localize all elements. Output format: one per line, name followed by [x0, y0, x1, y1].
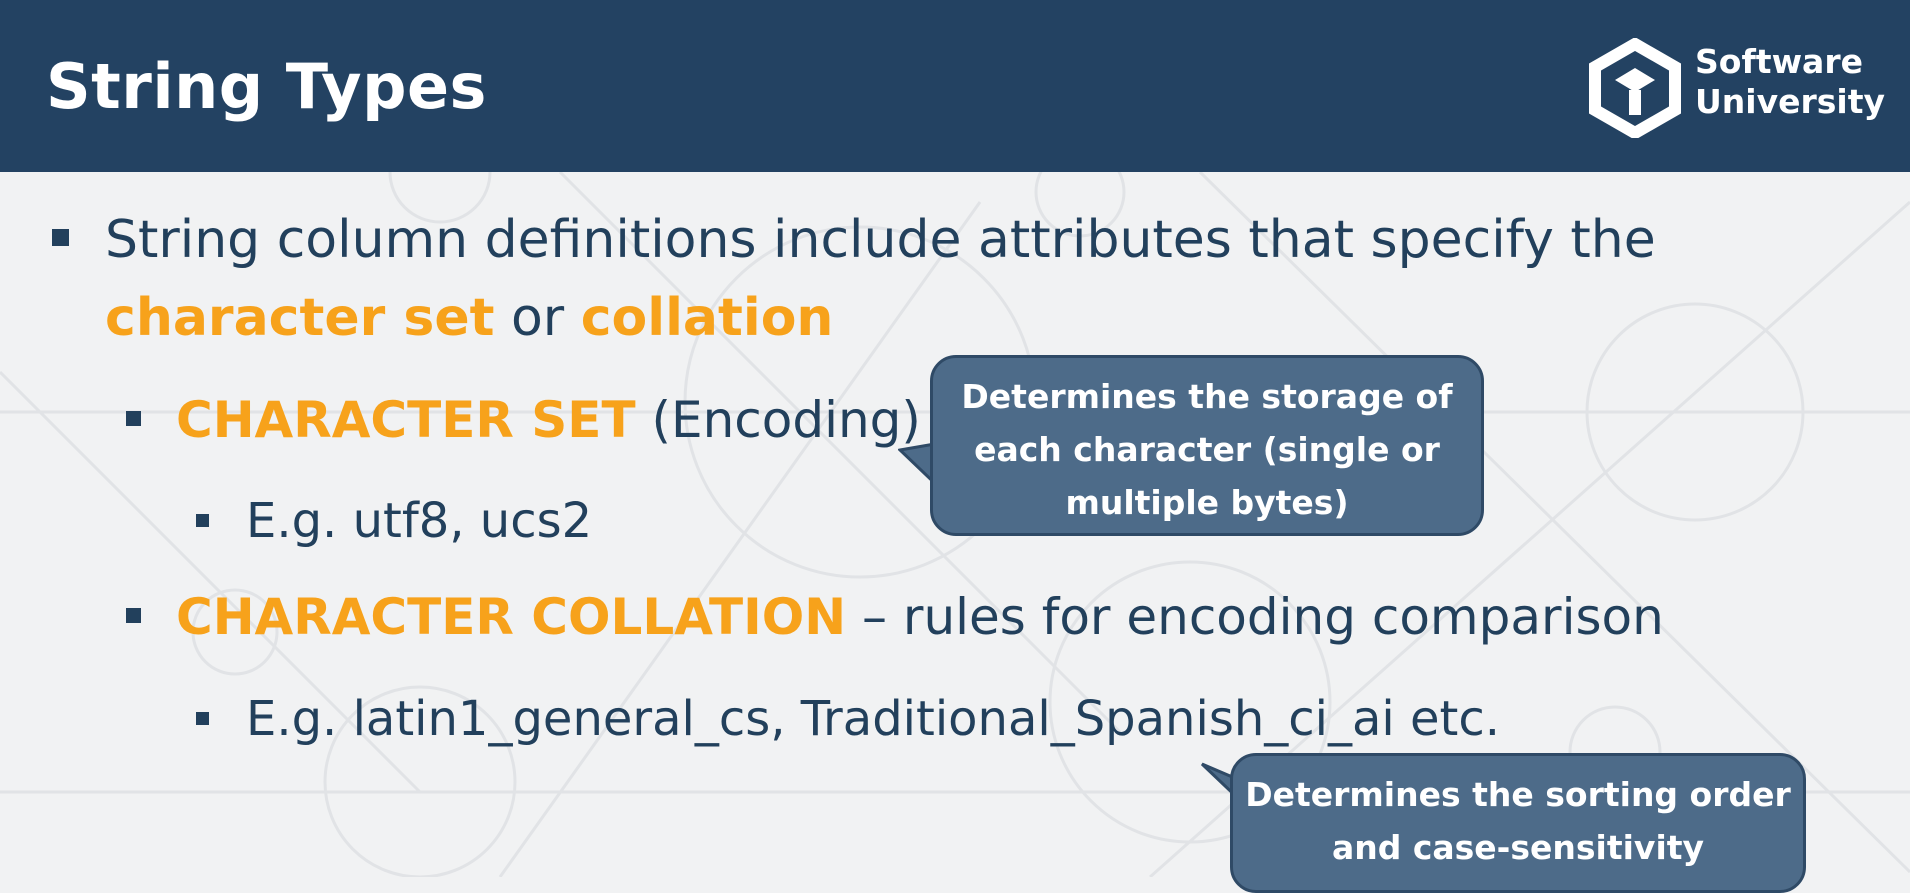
- bullet-marker: [196, 712, 209, 725]
- bullet-marker: [196, 514, 209, 527]
- bullet-character-collation: [176, 584, 1664, 650]
- highlight-character-set: character set: [105, 288, 495, 348]
- bullet-marker: [126, 411, 141, 426]
- slide-title: String Types: [46, 50, 487, 123]
- highlight-character-set-heading: CHARACTER SET: [176, 391, 636, 449]
- example-collations: [246, 686, 1500, 752]
- logo-text: [1695, 42, 1885, 122]
- callout-collation-line-1: Determines the sorting order: [1245, 775, 1791, 814]
- logo-line-2: University: [1695, 82, 1886, 121]
- highlight-character-collation: CHARACTER COLLATION: [176, 588, 847, 646]
- callout-encoding-line-3: multiple bytes): [1065, 483, 1349, 522]
- bullet-string-columns: [105, 207, 1656, 273]
- collation-description: – rules for encoding comparison: [846, 588, 1664, 646]
- bullet-character-set: [176, 387, 921, 453]
- bullet-text: String column definitions include attributes that specify the: [105, 210, 1656, 270]
- callout-encoding: [930, 355, 1484, 536]
- example-text: E.g. latin1_general_cs, Traditional_Spanish_ci_ai etc.: [246, 691, 1500, 747]
- connector-text: or: [494, 288, 581, 348]
- example-text: E.g. utf8, ucs2: [246, 493, 593, 549]
- logo-icon: [1585, 38, 1685, 138]
- example-encodings: [246, 488, 592, 554]
- callout-collation-line-2: and case-sensitivity: [1331, 828, 1705, 867]
- callout-encoding-line-2: each character (single or: [974, 430, 1440, 469]
- callout-encoding-line-1: Determines the storage of: [961, 377, 1453, 416]
- bullet-marker: [52, 229, 69, 246]
- bullet-marker: [126, 608, 141, 623]
- software-university-logo: [1585, 38, 1895, 138]
- slide-header: [0, 0, 1910, 172]
- encoding-label: (Encoding): [635, 391, 921, 449]
- highlight-collation: collation: [580, 288, 834, 348]
- callout-collation: [1230, 753, 1806, 893]
- logo-line-1: Software: [1695, 42, 1863, 81]
- bullet-string-columns-continuation: [105, 285, 833, 351]
